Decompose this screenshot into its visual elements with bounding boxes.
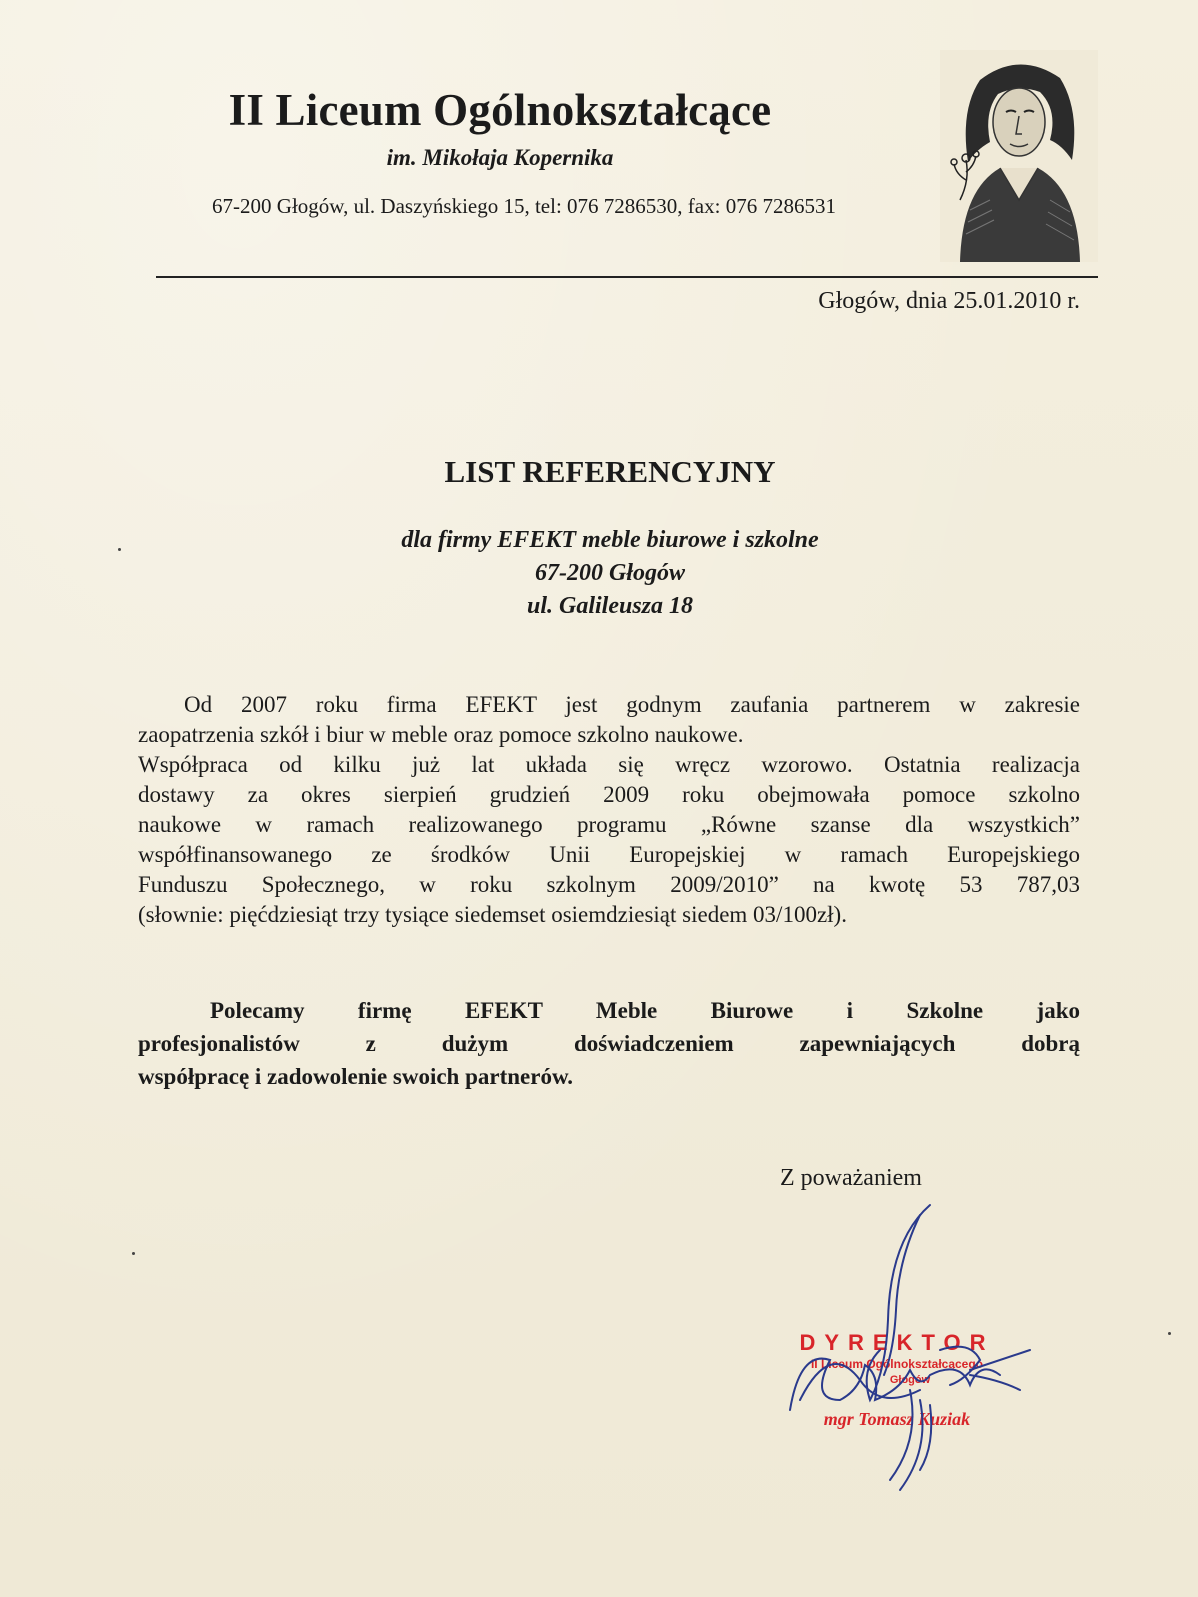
recipient-city: 67-200 Głogów <box>535 560 685 586</box>
document-title: LIST REFERENCYJNY <box>444 454 776 489</box>
recipient-company: dla firmy EFEKT meble biurowe i szkolne <box>401 527 819 553</box>
body-line: Od 2007 roku firma EFEKT jest godnym zaufania partnerem w zakresie <box>184 692 1080 717</box>
closing-salutation: Z poważaniem <box>780 1165 922 1191</box>
scan-speck <box>1168 1332 1171 1335</box>
body-line: zaopatrzenia szkół i biur w meble oraz pomoce szkolno naukowe. <box>138 722 744 747</box>
body-line: dostawy za okres sierpień grudzień 2009 roku obejmowała pomoce szkolno <box>138 782 1080 807</box>
stamp-school: II Liceum Ogólnokształcącego <box>810 1357 984 1371</box>
handwritten-signature-icon <box>770 1200 1070 1500</box>
body-line: Współpraca od kilku już lat układa się wręcz wzorowo. Ostatnia realizacja <box>138 752 1080 777</box>
header-divider <box>156 276 1098 278</box>
scan-speck <box>118 548 121 551</box>
copernicus-portrait-icon <box>940 50 1098 262</box>
body-line: (słownie: pięćdziesiąt trzy tysiące siedemset osiemdziesiąt siedem 03/100zł). <box>138 902 847 927</box>
recipient-street: ul. Galileusza 18 <box>526 593 694 619</box>
body-paragraph <box>138 690 1080 930</box>
body-line: współfinansowanego ze środków Unii Europejskiej w ramach Europejskiego <box>138 842 1080 867</box>
recommend-line: Polecamy firmę EFEKT Meble Biurowe i Szkolne jako <box>210 998 1080 1023</box>
school-name: II Liceum Ogólnokształcące <box>228 85 772 135</box>
scan-speck <box>132 1252 135 1255</box>
recommend-line: współpracę i zadowolenie swoich partnerów. <box>138 1064 574 1089</box>
body-line: Funduszu Społecznego, w roku szkolnym 2009/2010” na kwotę 53 787,03 <box>138 872 1080 897</box>
recommend-line: profesjonalistów z dużym doświadczeniem zapewniających dobrą <box>138 1031 1080 1056</box>
school-address: 67-200 Głogów, ul. Daszyńskiego 15, tel: 076 7286530, fax: 076 7286531 <box>212 194 836 218</box>
stamp-city: Głogów <box>889 1374 931 1386</box>
body-line: naukowe w ramach realizowanego programu „Równe szanse dla wszystkich” <box>138 812 1080 837</box>
letter-date: Głogów, dnia 25.01.2010 r. <box>818 288 1080 314</box>
recipient-block <box>300 524 920 623</box>
recommendation-paragraph <box>138 994 1080 1093</box>
stamp-name: mgr Tomasz Kuziak <box>823 1409 971 1429</box>
stamp-title: DYREKTOR <box>799 1330 995 1355</box>
school-patron: im. Mikołaja Kopernika <box>386 145 614 170</box>
